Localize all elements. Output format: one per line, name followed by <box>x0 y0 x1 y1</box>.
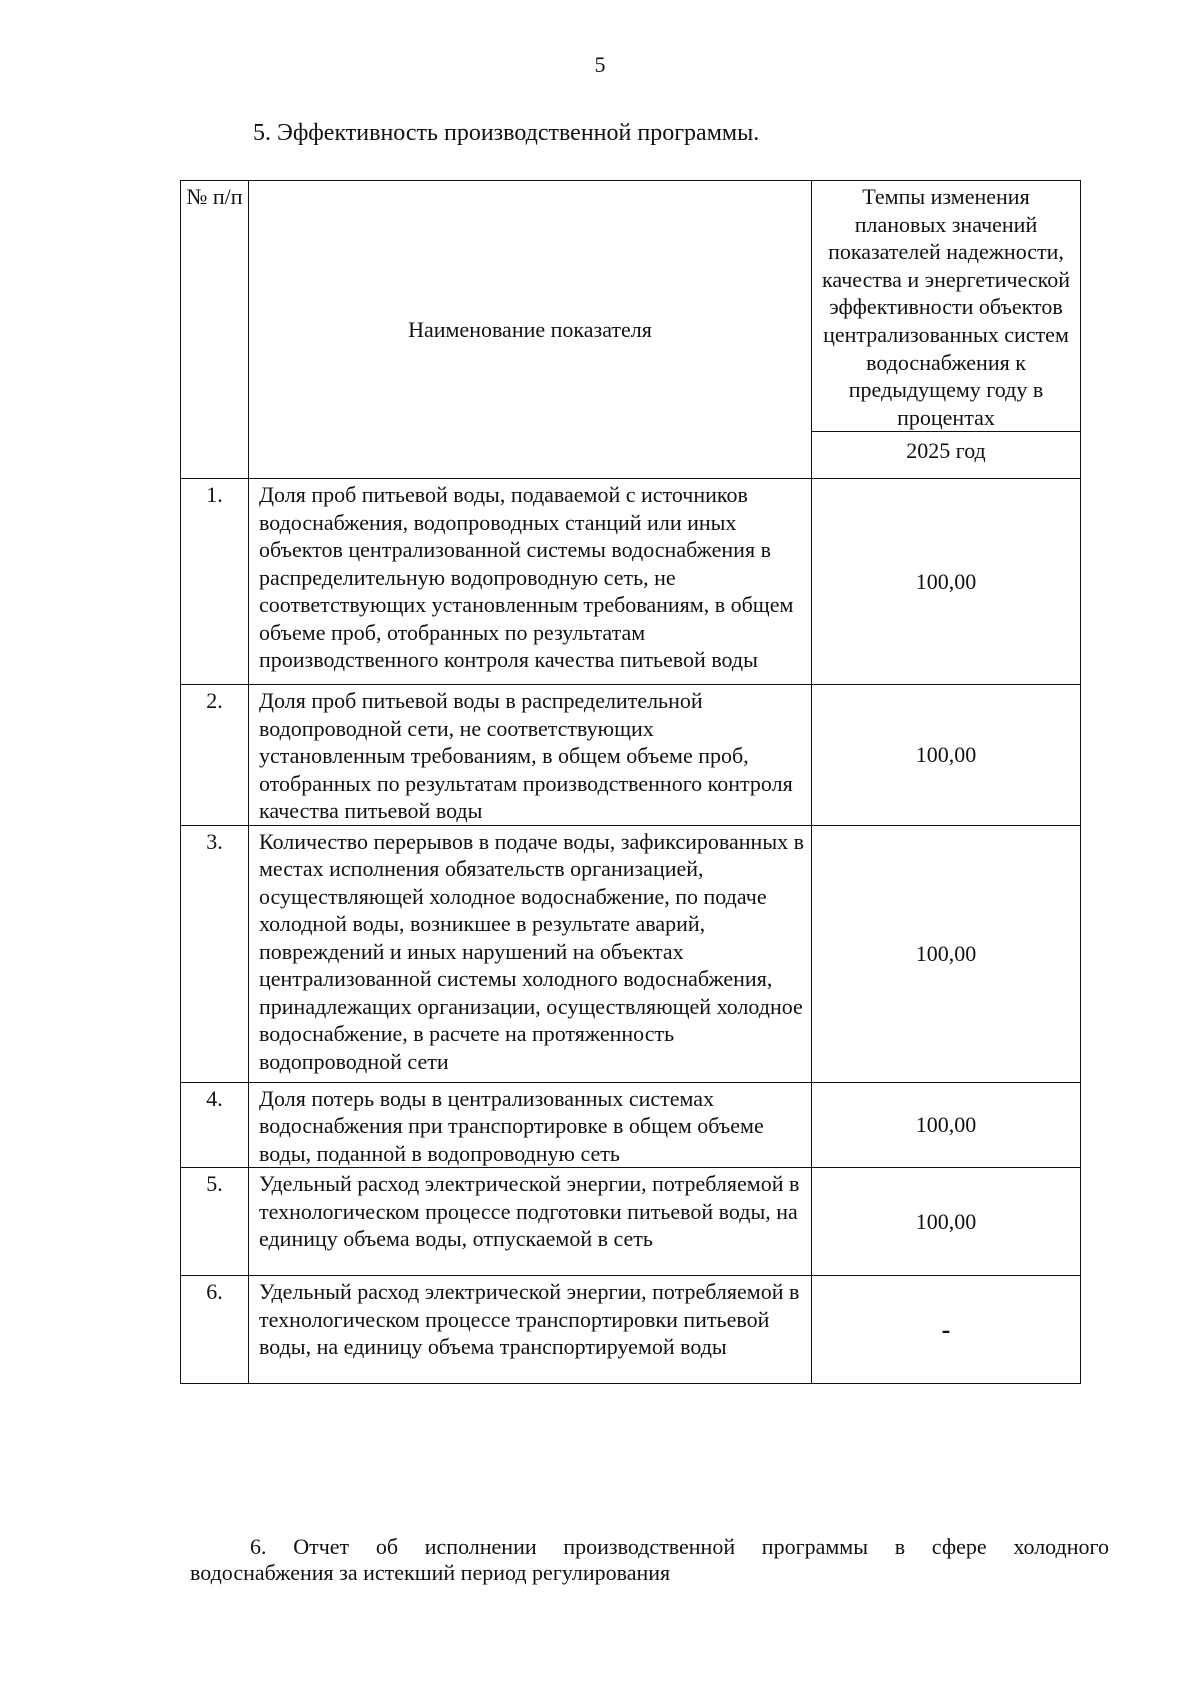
table-row <box>181 685 1081 826</box>
closing-paragraph <box>190 1534 1109 1586</box>
indicators-table <box>180 180 1081 1384</box>
table-row <box>181 1168 1081 1276</box>
header-year: 2025 год <box>812 432 1081 479</box>
page-number: 5 <box>594 52 606 77</box>
row-value: 100,00 <box>812 1082 1081 1168</box>
row-indicator-name: Доля проб питьевой воды в распределительной водопроводной сети, не соответствующих установленным требованиям, в общем объеме проб, отобранных по результатам производственного контроля качества питьевой воды <box>249 685 812 826</box>
row-value: 100,00 <box>812 1168 1081 1276</box>
header-indicator-name: Наименование показателя <box>249 181 812 479</box>
table-row <box>181 479 1081 685</box>
header-change-rate: Темпы изменения плановых значений показателей надежности, качества и энергетической эффективности объектов централизованных систем водоснабжения к предыдущему году в процентах <box>812 181 1081 432</box>
table-row <box>181 1276 1081 1384</box>
row-value: 100,00 <box>812 479 1081 685</box>
row-indicator-name: Количество перерывов в подаче воды, зафиксированных в местах исполнения обязательств организацией, осуществляющей холодное водоснабжение, по подаче холодной воды, возникшее в результате аварий, повреждений и иных нарушений на объектах централизованной системы холодного водоснабжения, принадлежащих организации, осуществляющей холодное водоснабжение, в расчете на протяженность водопроводной сети <box>249 825 812 1082</box>
row-indicator-name: Удельный расход электрической энергии, потребляемой в технологическом процессе транспортировки питьевой воды, на единицу объема транспортируемой воды <box>249 1276 812 1384</box>
row-number: 1. <box>181 479 249 685</box>
row-number: 6. <box>181 1276 249 1384</box>
row-value: 100,00 <box>812 685 1081 826</box>
row-number: 4. <box>181 1082 249 1168</box>
row-number: 5. <box>181 1168 249 1276</box>
header-number: № п/п <box>181 181 249 479</box>
closing-line-2: водоснабжения за истекший период регулирования <box>190 1560 671 1585</box>
row-indicator-name: Удельный расход электрической энергии, потребляемой в технологическом процессе подготовки питьевой воды, на единицу объема воды, отпускаемой в сеть <box>249 1168 812 1276</box>
table-header-row <box>181 181 1081 432</box>
row-number: 3. <box>181 825 249 1082</box>
row-value: - <box>812 1276 1081 1384</box>
table-row <box>181 825 1081 1082</box>
row-indicator-name: Доля потерь воды в централизованных системах водоснабжения при транспортировке в общем объеме воды, поданной в водопроводную сеть <box>249 1082 812 1168</box>
row-value: 100,00 <box>812 825 1081 1082</box>
table-row <box>181 1082 1081 1168</box>
closing-line-1: 6. Отчет об исполнении производственной программы в сфере холодного <box>250 1534 1109 1559</box>
row-indicator-name: Доля проб питьевой воды, подаваемой с источников водоснабжения, водопроводных станций или иных объектов централизованной системы водоснабжения в распределительную водопроводную сеть, не соответствующих установленным требованиям, в общем объеме проб, отобранных по результатам производственного контроля качества питьевой воды <box>249 479 812 685</box>
section-heading: 5. Эффективность производственной программы. <box>253 120 760 146</box>
row-number: 2. <box>181 685 249 826</box>
